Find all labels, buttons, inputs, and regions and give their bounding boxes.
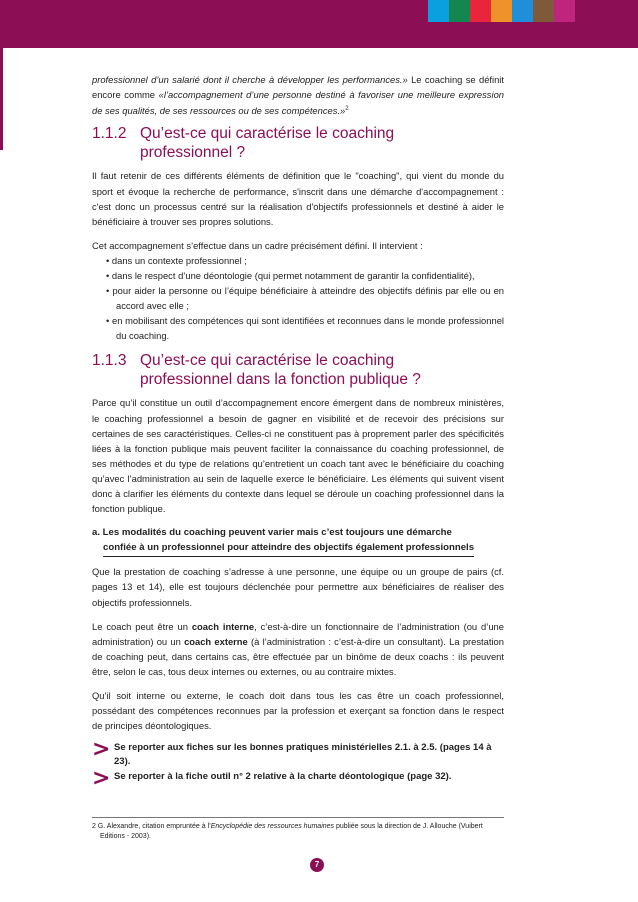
section-heading-1-1-2: 1.1.2 Qu’est-ce qui caractérise le coaching professionnel ? [92,125,395,162]
paragraph: Le coach peut être un coach interne, c’est-à-dire un fonctionnaire de l’administration (ou d’une administration) ou un coach externe (à l’administration : c’est-à-dire un consultant). La prestation de coaching peut, dans certains cas, être effectuée par un binôme de deux coachs : ils peuvent être, selon le cas, tous deux internes ou externes, ou au contraire mixtes. [92,620,504,677]
page-body [92,72,504,792]
footnote-divider [92,817,504,818]
list-item: • en mobilisant des compétences qui sont identifiées et reconnues dans le monde professionnel du coaching. [106,315,504,342]
paragraph: Il faut retenir de ces différents éléments de définition que le "coaching", qui vient du monde du sport et évoque la recherche de performance, s'inscrit dans une démarche d'accompagnement : c'est donc un processus centré sur la réalisation d'objectifs professionnels et destiné à aider le bénéficiaire à trouver ses propres solutions. [92,170,504,227]
color-swatch [470,0,491,22]
color-swatch [449,0,470,22]
chevron-right-icon: > [92,766,111,792]
paragraph: Que la prestation de coaching s’adresse à une personne, une équipe ou un groupe de pairs (cf. pages 13 et 14), elle est toujours déclenchée pour permettre aux bénéficiaires de réaliser des objectifs professionnels. [92,566,504,608]
list-item: • pour aider la personne ou l’équipe bénéficiaire à atteindre des objectifs définis par elle ou en accord avec elle ; [106,285,504,312]
paragraph: Qu’il soit interne ou externe, le coach doit dans tous les cas être un coach professionnel, possédant des compétences reconnues par la profession et exerçant sa fonction dans le respect de principes déontologiques. [92,690,504,732]
paragraph: Cet accompagnement s’effectue dans un cadre précisément défini. Il intervient : [92,239,423,251]
list-item: • dans un contexte professionnel ; [106,254,247,266]
section-heading-1-1-3: 1.1.3 Qu’est-ce qui caractérise le coaching professionnel dans la fonction publique ? [92,352,421,389]
intro-paragraph: professionnel d’un salarié dont il cherche à développer les performances.» Le coaching se définit encore comme «l’accompagnement d’une personne destiné à favoriser une meilleure expression de ses qualités, de ses ressources ou de ses compétences.»$^2$ [92,74,504,117]
color-swatch [428,0,449,22]
color-swatch [491,0,512,22]
cross-reference: > Se reporter à la fiche outil n° 2 relative à la charte déontologique (page 32). [92,766,452,792]
color-swatch [512,0,533,22]
footnote: 2 G. Alexandre, citation empruntée à l’Encyclopédie des ressources humaines publiée sous la direction de J. Allouche (Vuibert Editions - 2003). [92,823,483,840]
page-number: 7 [310,858,324,872]
left-accent-bar [0,48,3,150]
list-item: • dans le respect d’une déontologie (qui permet notamment de garantir la confidentialité), [106,269,475,281]
cross-reference: > Se reporter aux fiches sur les bonnes pratiques ministérielles 2.1. à 2.5. (pages 14 à 23). [92,737,492,767]
color-swatch [554,0,575,22]
paragraph: Parce qu’il constitue un outil d’accompagnement encore émergent dans de nombreux ministères, le coaching professionnel a besoin de gagner en visibilité et de recevoir des précisions sur certaines de ses caractéristiques. Celles-ci ne constituent pas à proprement parler des spécificités liées à la fonction publique mais peuvent faciliter la connaissance du coaching professionnel, de ses méthodes et du type de relations qu’entretient un coach tant avec le bénéficiaire du coaching qu’avec l’administration au sein de laquelle exerce le bénéficiaire. Les éléments qui suivent visent donc à clarifier les éléments du contexte dans lequel se déroule un coaching professionnel dans la fonction publique. [92,397,504,515]
bullet-list [92,253,504,344]
color-swatch [533,0,554,22]
chevron-right-icon: > [92,737,111,763]
subheading-a: a. Les modalités du coaching peuvent varier mais c’est toujours une démarche confiée à un professionnel pour atteindre des objectifs également professionnels [92,525,504,555]
